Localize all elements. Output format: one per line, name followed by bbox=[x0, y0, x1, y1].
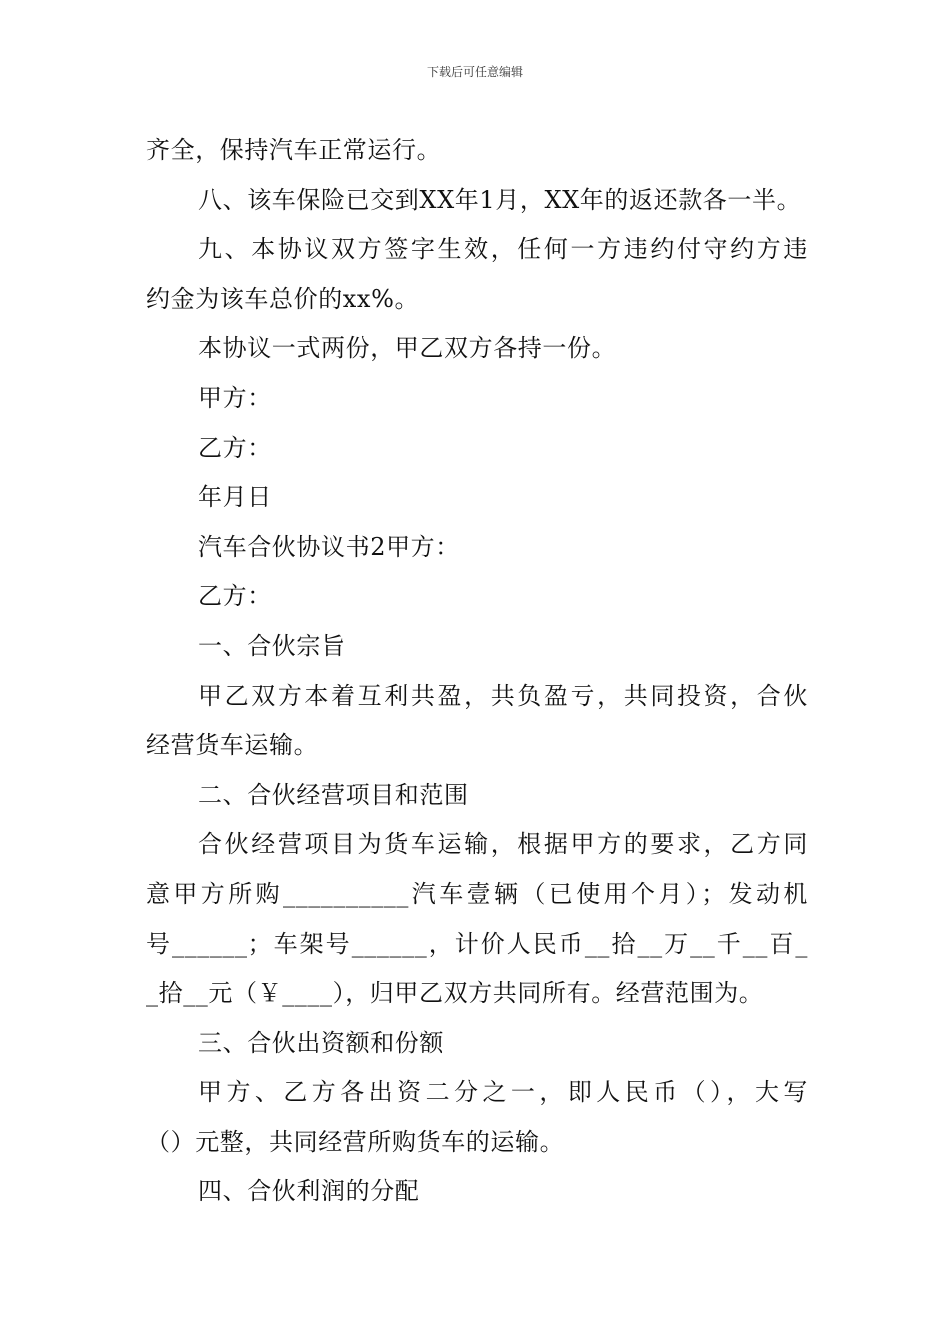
text-line: （）元整，共同经营所购货车的运输。 bbox=[146, 1127, 565, 1156]
text-line: 年月日 bbox=[198, 483, 272, 512]
text-line: 甲方： bbox=[198, 383, 272, 412]
text-line: 意甲方所购__________汽车壹辆（已使用个月）；发动机 bbox=[146, 879, 808, 908]
text-line: 合伙经营项目为货车运输，根据甲方的要求，乙方同 bbox=[198, 830, 808, 859]
text-line: 经营货车运输。 bbox=[146, 731, 319, 760]
text-line: 八、该车保险已交到XX年1月，XX年的返还款各一半。 bbox=[198, 185, 802, 214]
text-line: 九、本协议双方签字生效，任何一方违约付守约方违 bbox=[198, 235, 808, 264]
text-line: 一、合伙宗旨 bbox=[198, 631, 346, 660]
text-line: _拾__元（￥____），归甲乙双方共同所有。经营范围为。 bbox=[146, 979, 764, 1008]
text-line: 二、合伙经营项目和范围 bbox=[198, 780, 469, 809]
text-line: 三、合伙出资额和份额 bbox=[198, 1028, 444, 1057]
text-line: 齐全，保持汽车正常运行。 bbox=[146, 136, 442, 164]
text-line: 约金为该车总价的xx%。 bbox=[146, 284, 420, 313]
text-line: 甲乙双方本着互利共盈，共负盈亏，共同投资，合伙 bbox=[198, 681, 808, 710]
text-line: 汽车合伙协议书2甲方： bbox=[198, 532, 460, 561]
text-line: 四、合伙利润的分配 bbox=[198, 1177, 420, 1206]
text-line: 甲方、乙方各出资二分之一，即人民币（），大写 bbox=[198, 1078, 808, 1107]
text-line: 号______；车架号______，计价人民币__拾__万__千__百_ bbox=[146, 929, 808, 958]
text-line: 本协议一式两份，甲乙双方各持一份。 bbox=[198, 334, 617, 363]
text-line: 乙方： bbox=[198, 433, 272, 462]
text-line: 乙方： bbox=[198, 582, 272, 611]
page-header-note: 下载后可任意编辑 bbox=[426, 65, 523, 79]
document-body bbox=[146, 126, 808, 1217]
